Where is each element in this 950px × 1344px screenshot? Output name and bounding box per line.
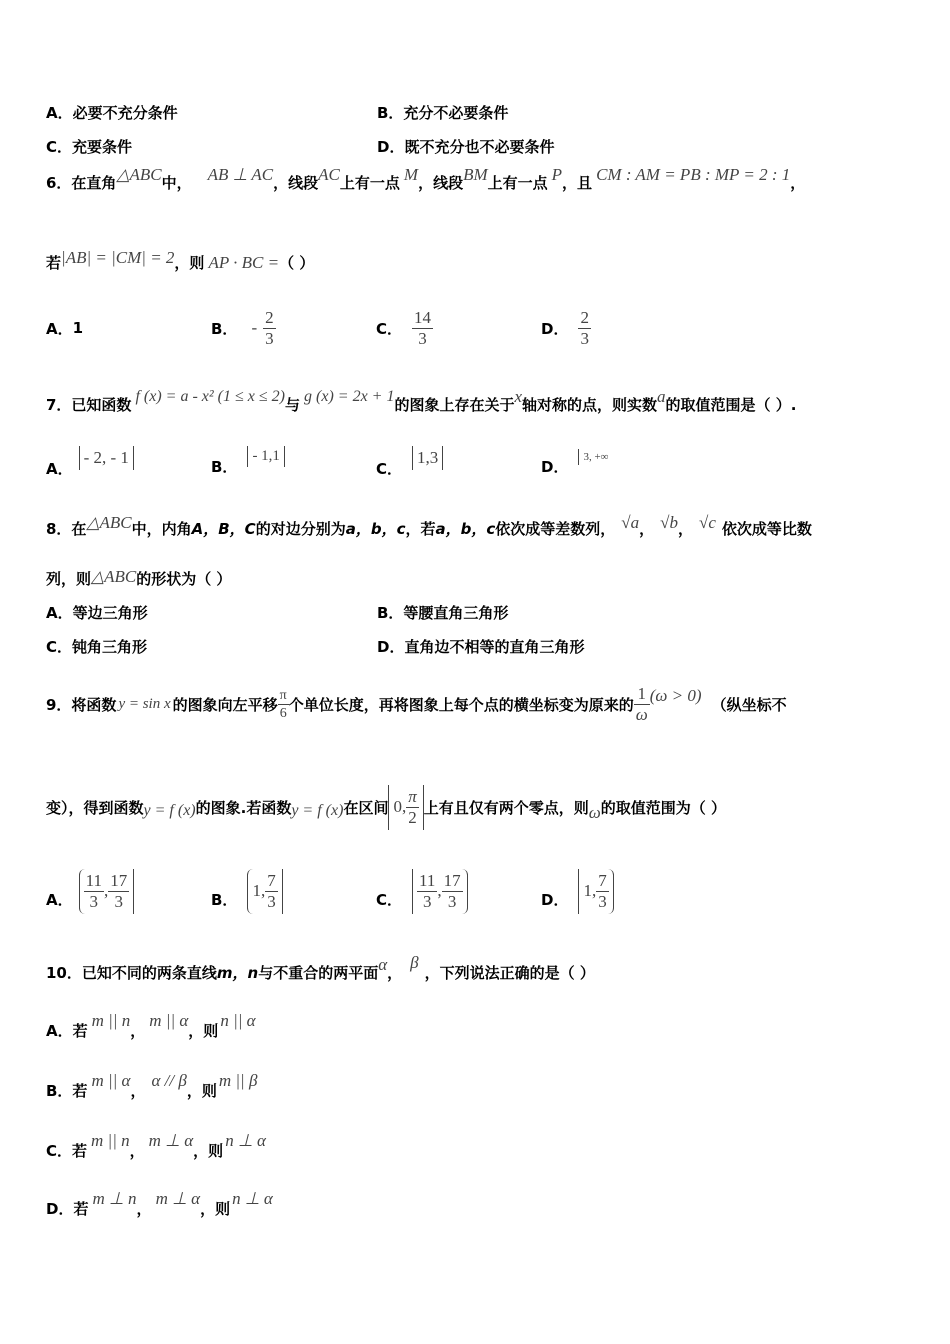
q5-option-b: B．充分不必要条件 xyxy=(377,104,509,122)
denominator: 3 xyxy=(447,891,457,911)
q8-stem-line1 xyxy=(46,512,812,539)
numerator: 17 xyxy=(443,870,461,890)
option-label: C． xyxy=(376,890,403,909)
q7-option-a xyxy=(46,446,134,478)
option-label: D． xyxy=(541,890,569,909)
q10-text: ， xyxy=(387,964,403,982)
q8-text: 的对边分别为 xyxy=(255,520,346,538)
q8-option-d: D．直角边不相等的直角三角形 xyxy=(377,638,585,656)
denominator: 3 xyxy=(265,328,274,348)
option-label: C． xyxy=(376,459,403,478)
q10-text: m，n xyxy=(216,964,259,982)
q6-text: 若 xyxy=(46,254,62,272)
interval: $\frac{11}{3}$ , $\frac{17}{3}$ xyxy=(412,869,468,914)
q10-option-c xyxy=(46,1130,266,1161)
q9-f: y = f (x) xyxy=(143,802,196,819)
q8-triangle: △ABC xyxy=(91,566,137,586)
q7-option-d xyxy=(541,446,613,476)
comma: ， xyxy=(130,1082,146,1100)
numerator: 7 xyxy=(598,870,607,890)
q8-text: a，b，c xyxy=(435,520,496,538)
math: m || n xyxy=(91,1010,131,1030)
q6-text: 6．在直角 xyxy=(46,174,117,192)
math: m ⊥ α xyxy=(148,1130,194,1150)
interval-start: 1, xyxy=(583,881,597,900)
q8-text: 依次成等差数列， xyxy=(495,520,616,538)
q8-text: 8．在 xyxy=(46,520,87,538)
q9-text: 上有且仅有两个零点，则 xyxy=(423,798,589,817)
interval xyxy=(578,869,613,914)
q9-option-c xyxy=(376,866,468,916)
option-label: A． xyxy=(46,890,73,909)
option-text: ，则 xyxy=(186,1082,217,1100)
numerator: 11 xyxy=(85,870,102,890)
q9-option-d xyxy=(541,866,614,916)
q7-g: g (x) = 2x + 1 xyxy=(304,387,395,405)
fraction xyxy=(263,308,276,349)
q8-sqrt-a: √a xyxy=(621,512,640,532)
q8-text: ， xyxy=(639,520,655,538)
denominator: 3 xyxy=(422,891,432,911)
interval xyxy=(247,869,282,914)
q9-text: 的取值范围为（ ） xyxy=(600,798,726,817)
q7-option-b xyxy=(211,446,285,476)
option-label: A．若 xyxy=(46,1022,88,1040)
comma: ， xyxy=(130,1022,146,1040)
option-label: B． xyxy=(211,890,238,909)
numerator: 17 xyxy=(110,870,128,890)
q7-text: 与 xyxy=(285,396,301,414)
q9-omega: ω xyxy=(588,803,601,822)
fraction xyxy=(412,308,433,349)
option-value: 1 xyxy=(72,319,84,337)
q8-option-a: A．等边三角形 xyxy=(46,604,148,622)
math: n ⊥ α xyxy=(225,1130,266,1150)
math: m || β xyxy=(218,1070,258,1090)
q8-option-b: B．等腰直角三角形 xyxy=(377,604,509,622)
q6-triangle: △ABC xyxy=(116,164,162,184)
q6-text: 中， xyxy=(161,174,192,192)
q5-option-d: D．既不充分也不必要条件 xyxy=(377,138,555,156)
interval-start: 1, xyxy=(252,881,266,900)
option-label: D． xyxy=(541,458,569,476)
q8-triangle: △ABC xyxy=(86,512,132,532)
interval: 3, +∞ xyxy=(578,449,612,465)
q6-perp: AB ⊥ AC xyxy=(207,164,274,184)
denominator: 3 xyxy=(418,328,427,348)
fraction xyxy=(108,871,129,912)
option-label: C．若 xyxy=(46,1142,88,1160)
numerator: 7 xyxy=(267,870,276,890)
q10-beta: β xyxy=(410,952,419,972)
fraction-pi-6 xyxy=(278,687,289,722)
math: m ⊥ n xyxy=(92,1188,137,1208)
numerator: 2 xyxy=(265,307,274,327)
option-text: ，则 xyxy=(200,1200,231,1218)
q9-f: y = f (x) xyxy=(291,802,344,819)
fraction-pi-2 xyxy=(406,787,419,828)
q5-option-c: C．充要条件 xyxy=(46,138,133,156)
q8-sqrt-c: √c xyxy=(699,512,716,532)
q6-dot-product: AP · BC = xyxy=(208,252,280,272)
q6-bm: BM xyxy=(463,164,488,184)
q7-text: 轴对称的点，则实数 xyxy=(522,396,658,414)
interval: - 2, - 1 xyxy=(79,446,134,470)
q6-text: （ ） xyxy=(279,254,315,272)
fraction xyxy=(442,871,463,912)
option-text: ，则 xyxy=(193,1142,224,1160)
q9-option-b xyxy=(211,866,283,916)
interval-start: 0, xyxy=(393,797,407,816)
q7-text: 7．已知函数 xyxy=(46,396,132,414)
interval: 1,3 xyxy=(412,446,443,470)
fraction xyxy=(417,871,437,912)
q9-stem-line1 xyxy=(46,672,787,736)
q6-text: ， xyxy=(790,174,806,192)
fraction xyxy=(265,871,278,912)
q8-text: ， xyxy=(677,520,693,538)
q9-text: 的图象.若函数 xyxy=(195,798,292,817)
fraction xyxy=(578,308,591,349)
q8-text: a，b，c xyxy=(345,520,406,538)
denominator: 6 xyxy=(279,705,287,721)
q8-text: 的形状为（ ） xyxy=(136,570,232,588)
q5-option-a: A．必要不充分条件 xyxy=(46,104,178,122)
fraction-1-omega xyxy=(634,684,650,725)
numerator: 1 xyxy=(634,684,650,705)
denominator: 3 xyxy=(267,891,276,911)
q6-ac: AC xyxy=(318,164,340,184)
q8-stem-line2 xyxy=(46,568,231,589)
q10-text: 与不重合的两平面 xyxy=(258,964,379,982)
q9-text: 的图象向左平移 xyxy=(172,695,278,714)
q6-text: 上有一点 xyxy=(339,174,400,192)
q7-stem xyxy=(46,386,797,415)
option-label: A． xyxy=(46,459,73,478)
denominator: 3 xyxy=(580,328,589,348)
q6-option-a xyxy=(46,306,83,350)
math: n ⊥ α xyxy=(232,1188,273,1208)
math: α // β xyxy=(151,1070,187,1090)
comma: ， xyxy=(129,1142,145,1160)
numerator: π xyxy=(279,687,287,703)
q10-option-b xyxy=(46,1070,258,1101)
math: m || n xyxy=(91,1130,130,1150)
option-label: B． xyxy=(211,458,238,476)
q7-option-c xyxy=(376,446,443,478)
q7-f: f (x) = a - x² (1 ≤ x ≤ 2) xyxy=(135,387,285,405)
q10-option-d xyxy=(46,1188,273,1219)
q9-text: 在区间 xyxy=(343,798,389,817)
q6-text: ，则 xyxy=(174,254,205,272)
denominator: 3 xyxy=(89,891,99,911)
option-label: C． xyxy=(376,319,403,338)
q9-text: （纵坐标不 xyxy=(711,695,787,714)
numerator: π xyxy=(408,786,417,806)
q10-text: 10．已知不同的两条直线 xyxy=(46,964,217,982)
q6-ratio: CM : AM = PB : MP = 2 : 1 xyxy=(596,164,791,184)
numerator: 2 xyxy=(580,307,589,327)
option-label: D． xyxy=(541,319,569,338)
denominator: 3 xyxy=(114,891,123,911)
denominator: 2 xyxy=(408,807,417,827)
option-label: B． xyxy=(211,319,238,338)
q7-text: 的图象上存在关于 xyxy=(394,396,515,414)
q8-text: 依次成等比数 xyxy=(721,520,812,538)
q7-text: 的取值范围是（ ）. xyxy=(665,396,797,414)
numerator: 14 xyxy=(414,307,432,327)
option-label: A． xyxy=(46,319,73,338)
q9-text: 个单位长度，再将图象上每个点的横坐标变为原来的 xyxy=(288,695,634,714)
q8-sqrt-b: √b xyxy=(660,512,678,532)
q6-text: ，线段 xyxy=(418,174,464,192)
interval: $\frac{11}{3}$ , $\frac{17}{3}$ xyxy=(79,869,135,914)
q8-text: 中，内角 xyxy=(131,520,192,538)
denominator: ω xyxy=(635,704,648,724)
q6-text: ，且 xyxy=(562,174,593,192)
q9-text: 变），得到函数 xyxy=(46,798,144,817)
q10-option-a xyxy=(46,1010,256,1041)
q9-option-a xyxy=(46,866,134,916)
q6-m: M xyxy=(403,164,419,184)
q8-text: 列，则 xyxy=(46,570,92,588)
fraction xyxy=(596,871,609,912)
q6-text: ，线段 xyxy=(273,174,319,192)
option-label: B．若 xyxy=(46,1082,88,1100)
q6-stem-line1 xyxy=(46,164,806,193)
math: m ⊥ α xyxy=(155,1188,201,1208)
q9-function: y = sin x xyxy=(118,695,171,712)
q6-text: 上有一点 xyxy=(487,174,548,192)
q8-option-c: C．钝角三角形 xyxy=(46,638,148,656)
q6-option-c xyxy=(376,306,433,350)
option-label: D．若 xyxy=(46,1200,89,1218)
denominator: 3 xyxy=(598,891,607,911)
q7-a: a xyxy=(657,386,666,406)
numerator: 11 xyxy=(419,870,436,890)
q8-text: ，若 xyxy=(405,520,436,538)
q10-text: ，下列说法正确的是（ ） xyxy=(424,964,595,982)
interval: - 1,1 xyxy=(247,446,285,467)
math: m || α xyxy=(149,1010,189,1030)
q9-interval xyxy=(388,785,423,830)
math: m || α xyxy=(91,1070,131,1090)
fraction xyxy=(84,871,104,912)
q9-omega-condition: (ω > 0) xyxy=(649,686,702,705)
q7-x: x xyxy=(514,386,523,406)
q10-alpha: α xyxy=(378,954,388,974)
q9-stem-line2 xyxy=(46,782,726,832)
option-text: ，则 xyxy=(188,1022,219,1040)
q6-option-b xyxy=(211,306,276,350)
math: n || α xyxy=(220,1010,256,1030)
q6-condition: |AB| = |CM| = 2 xyxy=(61,247,175,267)
q6-option-d xyxy=(541,306,591,350)
comma: ， xyxy=(136,1200,152,1218)
minus-sign: - xyxy=(251,318,258,337)
q9-text: 9．将函数 xyxy=(46,695,117,714)
q6-stem-line2 xyxy=(46,247,315,273)
q6-p: P xyxy=(551,164,563,184)
q8-text: A，B，C xyxy=(191,520,256,538)
q10-stem xyxy=(46,952,595,983)
